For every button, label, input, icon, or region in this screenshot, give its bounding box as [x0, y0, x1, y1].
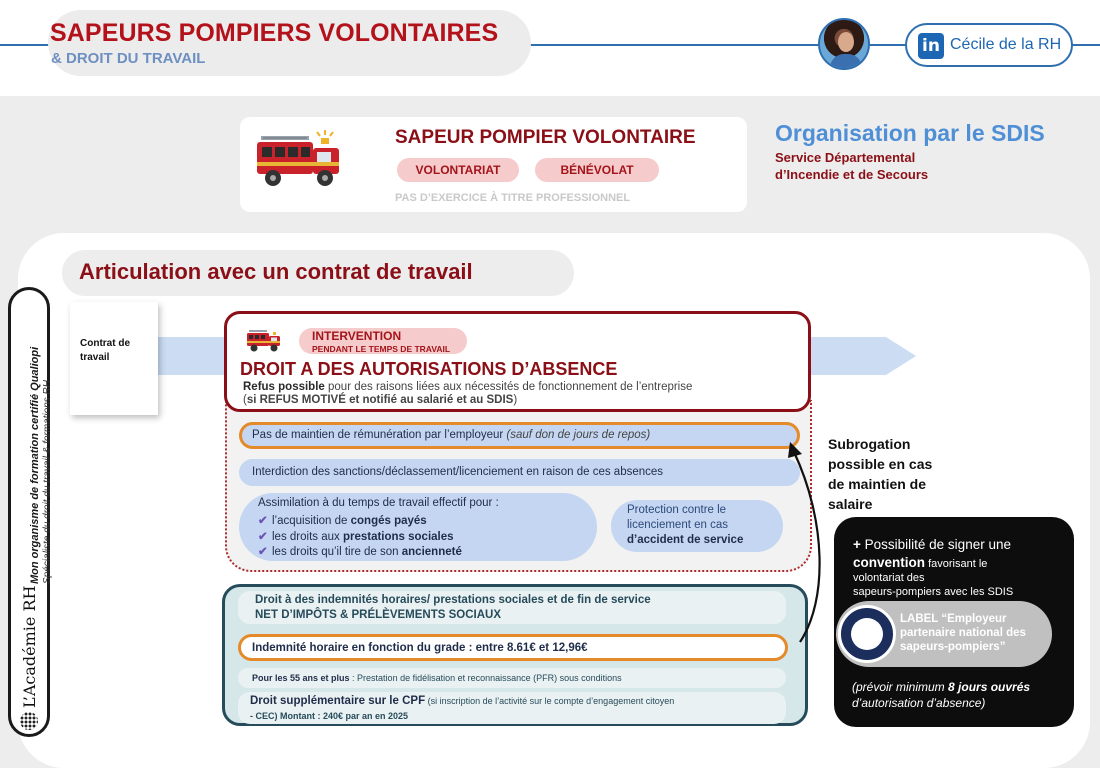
convention-footnote — [852, 679, 1062, 711]
horaire-text: Indemnité horaire en fonction du grade : entre 8.61€ et 12,96€ — [252, 642, 588, 654]
convention-line-1 — [853, 537, 1011, 552]
side-badge-text — [29, 294, 53, 584]
organisation-line-2: d’Incendie et de Secours — [775, 167, 929, 182]
convention-line-3: volontariat des — [853, 572, 925, 584]
intervention-sublabel: PENDANT LE TEMPS DE TRAVAIL — [312, 344, 451, 354]
protection-text — [627, 503, 777, 548]
author-name: Cécile de la RH — [950, 36, 1062, 53]
pfr-text — [252, 673, 622, 683]
contrat-label: Contrat de travail — [80, 338, 130, 363]
assimilation-item — [258, 529, 454, 543]
assim-2-bold: prestations sociales — [342, 531, 454, 543]
cpf-bold: Droit supplémentaire sur le CPF — [250, 695, 426, 707]
cpf-line-2: - CEC) Montant : 240€ par an en 2025 — [250, 711, 409, 721]
convention-line-4: sapeurs-pompiers avec les SDIS — [853, 586, 1014, 598]
cpf-line-1 — [250, 695, 674, 707]
check-icon: ✔ — [258, 546, 268, 558]
refus-description — [243, 381, 692, 393]
remuneration-note: (sauf don de jours de repos) — [503, 429, 651, 441]
page-title: SAPEURS POMPIERS VOLONTAIRES — [50, 19, 499, 47]
convention-bold: convention — [853, 555, 926, 570]
linkedin-icon: in — [918, 33, 944, 59]
refus-condition — [243, 394, 517, 406]
convention-line-1-text: Possibilité de signer une — [864, 537, 1011, 552]
condition-close: ) — [513, 394, 518, 406]
avatar-face — [838, 32, 854, 52]
assimilation-item — [258, 513, 427, 527]
droit-title: DROIT A DES AUTORISATIONS D’ABSENCE — [240, 359, 618, 379]
check-icon: ✔ — [258, 531, 268, 543]
assimilation-title: Assimilation à du temps de travail effectif pour : — [258, 497, 499, 509]
remuneration-main: Pas de maintien de rémunération par l’employeur — [252, 429, 504, 441]
refus-bold: Refus possible — [243, 381, 325, 393]
label-badge-icon — [838, 605, 896, 663]
refus-rest: pour des raisons liées aux nécessités de fonctionnement de l’entreprise — [324, 381, 693, 393]
linkedin-profile-link[interactable] — [905, 23, 1073, 67]
label-text: LABEL “Employeur partenaire national des sapeurs-pompiers” — [900, 613, 1026, 653]
indemnites-line-1: Droit à des indemnités horaires/ prestations sociales et de fin de service — [255, 594, 651, 606]
indemnites-line-2: NET D’IMPÔTS & PRÉLÈVEMENTS SOCIAUX — [255, 609, 501, 621]
pfr-bold: Pour les 55 ans et plus — [252, 673, 350, 683]
organisation-title: Organisation par le SDIS — [775, 120, 1045, 146]
articulation-title: Articulation avec un contrat de travail — [79, 259, 473, 284]
fire-truck-icon — [255, 128, 345, 190]
assim-2-pre: les droits aux — [272, 531, 343, 543]
side-badge-line-2: Spécialiste du droit du travail & formations RH — [42, 380, 53, 584]
assim-3-bold: ancienneté — [401, 546, 462, 558]
foot-pre: (prévoir minimum — [852, 680, 949, 694]
assimilation-item — [258, 544, 462, 558]
assim-1-bold: congés payés — [350, 515, 427, 527]
organisation-line-1: Service Départemental — [775, 150, 916, 165]
side-badge-line-1: Mon organisme de formation certifié Qualiopi — [29, 346, 41, 584]
convention-plus: + — [853, 537, 865, 552]
intervention-label: INTERVENTION — [312, 329, 402, 343]
pfr-rest: : Prestation de fidélisation et reconnaissance (PFR) sous conditions — [349, 673, 622, 683]
sanctions-text: Interdiction des sanctions/déclassement/licenciement en raison de ces absences — [252, 466, 664, 478]
chip-volontariat: VOLONTARIAT — [397, 158, 519, 182]
assim-3-pre: les droits qu’il tire de son — [272, 546, 402, 558]
label-badge-inner — [851, 618, 883, 650]
subrogation-note: Subrogation possible en cas de maintien de salaire — [828, 436, 933, 512]
sapeur-note: PAS D’EXERCICE À TITRE PROFESSIONNEL — [395, 192, 631, 204]
page-subtitle: & DROIT DU TRAVAIL — [51, 50, 206, 67]
protection-pre: Protection contre le licenciement en cas — [627, 504, 728, 531]
condition-bold: si REFUS MOTIVÉ et notifié au salarié et au SDIS — [246, 394, 514, 406]
protection-bold: d’accident de service — [627, 534, 744, 546]
remuneration-text — [252, 429, 650, 441]
avatar[interactable] — [818, 18, 870, 70]
chip-benevolat: BÉNÉVOLAT — [535, 158, 659, 182]
convention-line-2-rest: favorisant le — [925, 558, 988, 570]
check-icon: ✔ — [258, 515, 268, 527]
academie-brand: L’Académie RH — [20, 585, 39, 708]
condition-open: ( — [243, 394, 247, 406]
academie-logo-icon — [20, 712, 38, 730]
convention-line-2 — [853, 555, 987, 570]
sapeur-title: SAPEUR POMPIER VOLONTAIRE — [395, 127, 696, 148]
avatar-body — [830, 54, 862, 70]
fire-truck-icon — [246, 326, 282, 354]
assim-1-pre: l’acquisition de — [272, 515, 351, 527]
foot-bold: 8 jours ouvrés — [948, 680, 1031, 694]
cpf-small: (si inscription de l’activité sur le compte d’engagement citoyen — [425, 696, 675, 706]
foot-rest: d’autorisation d’absence) — [852, 696, 986, 710]
